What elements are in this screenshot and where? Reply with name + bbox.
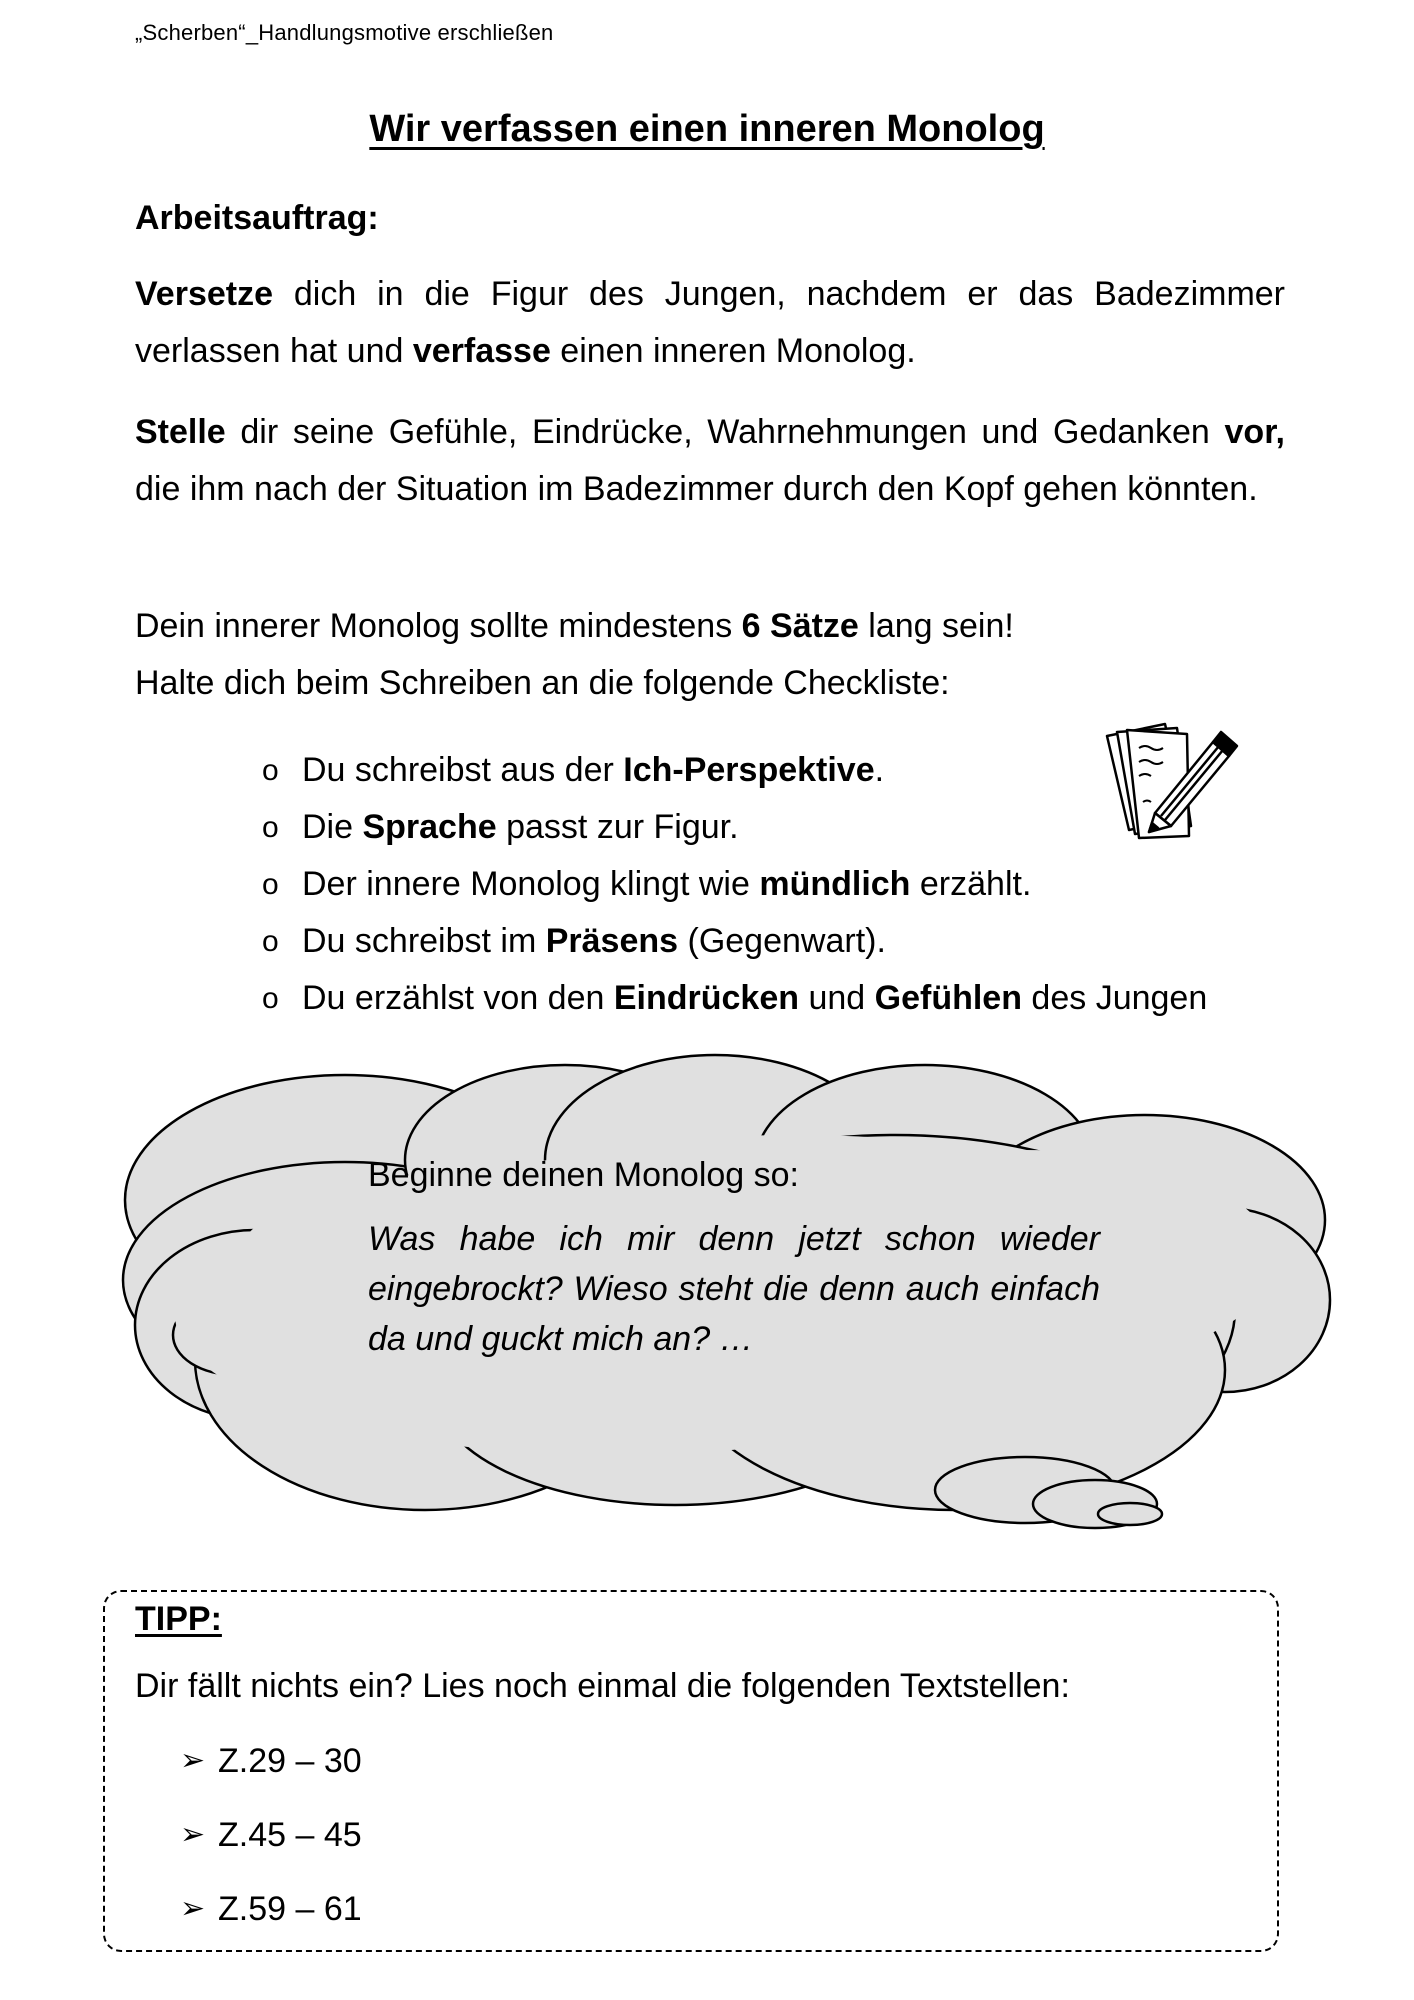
checklist-text: und bbox=[799, 979, 875, 1017]
arrow-bullet-icon: ➢ bbox=[180, 1744, 206, 1777]
page-title: Wir verfassen einen inneren Monolog bbox=[369, 108, 1045, 150]
paragraph-text: lang sein! bbox=[858, 607, 1014, 645]
circle-bullet-icon: o bbox=[262, 754, 279, 787]
monolog-start-quote: Was habe ich mir denn jetzt schon wieder eingebrockt? Wieso steht die denn auch einfach da und guckt mich an? … bbox=[368, 1220, 1100, 1358]
checklist-keyword: Ich-Perspektive bbox=[623, 751, 875, 789]
line-reference: Z.59 – 61 bbox=[218, 1890, 362, 1928]
checklist-text: Du schreibst aus der bbox=[302, 751, 624, 789]
checklist-item bbox=[262, 913, 1262, 970]
text-reference-list bbox=[180, 1741, 362, 1963]
list-item bbox=[180, 1741, 362, 1815]
checklist-text: passt zur Figur. bbox=[496, 808, 739, 846]
checklist-intro: Halte dich beim Schreiben an die folgende Checkliste: bbox=[135, 664, 950, 702]
page-header: „Scherben“_Handlungsmotive erschließen bbox=[135, 20, 554, 45]
checklist-keyword: Gefühlen bbox=[874, 979, 1022, 1017]
circle-bullet-icon: o bbox=[262, 925, 279, 958]
tipp-title: TIPP: bbox=[135, 1600, 222, 1638]
checklist-text: Der innere Monolog klingt wie bbox=[302, 865, 760, 903]
paragraph-text: Dein innerer Monolog sollte mindestens bbox=[135, 607, 742, 645]
paragraph-task-1 bbox=[135, 266, 1285, 380]
checklist-text: des Jungen bbox=[1021, 979, 1208, 1017]
paragraph-text: einen inneren Monolog. bbox=[550, 332, 916, 370]
bold-verb: Stelle bbox=[135, 413, 226, 451]
checklist-text: Die bbox=[302, 808, 363, 846]
paragraph-text: dir seine Gefühle, Eindrücke, Wahrnehmungen und Gedanken bbox=[225, 413, 1225, 451]
checklist-text: (Gegenwart). bbox=[678, 922, 886, 960]
paragraph-length-hint bbox=[135, 598, 1285, 712]
checklist-item bbox=[262, 856, 1262, 913]
thought-bubble-lead: Beginne deinen Monolog so: bbox=[368, 1156, 799, 1194]
paragraph-text: die ihm nach der Situation im Badezimmer durch den Kopf gehen könnten. bbox=[135, 470, 1258, 508]
checklist-keyword: mündlich bbox=[759, 865, 911, 903]
checklist-item bbox=[262, 970, 1262, 1027]
tipp-text: Dir fällt nichts ein? Lies noch einmal die folgenden Textstellen: bbox=[135, 1667, 1070, 1705]
checklist-keyword: Präsens bbox=[545, 922, 679, 960]
bold-verb: vor, bbox=[1224, 413, 1285, 451]
task-heading: Arbeitsauftrag: bbox=[135, 199, 379, 237]
circle-bullet-icon: o bbox=[262, 868, 279, 901]
arrow-bullet-icon: ➢ bbox=[180, 1818, 206, 1851]
checklist-keyword: Eindrücken bbox=[613, 979, 800, 1017]
thought-bubble-text bbox=[368, 1150, 1100, 1364]
checklist-text: erzählt. bbox=[910, 865, 1032, 903]
checklist-text: Du erzählst von den bbox=[302, 979, 614, 1017]
bold-count: 6 Sätze bbox=[741, 607, 859, 645]
line-reference: Z.29 – 30 bbox=[218, 1742, 362, 1780]
pen-and-paper-icon bbox=[1095, 718, 1245, 843]
checklist-text: Du schreibst im bbox=[302, 922, 546, 960]
line-reference: Z.45 – 45 bbox=[218, 1816, 362, 1854]
arrow-bullet-icon: ➢ bbox=[180, 1892, 206, 1925]
circle-bullet-icon: o bbox=[262, 811, 279, 844]
list-item bbox=[180, 1889, 362, 1963]
bold-verb: Versetze bbox=[135, 275, 273, 313]
checklist-text: . bbox=[874, 751, 885, 789]
paragraph-task-2 bbox=[135, 404, 1285, 518]
paragraph-text: dich in die Figur des Jungen, nachdem er das Badezimmer verlassen hat und bbox=[135, 275, 1285, 370]
circle-bullet-icon: o bbox=[262, 982, 279, 1015]
bold-verb: verfasse bbox=[412, 332, 551, 370]
list-item bbox=[180, 1815, 362, 1889]
checklist-keyword: Sprache bbox=[362, 808, 497, 846]
